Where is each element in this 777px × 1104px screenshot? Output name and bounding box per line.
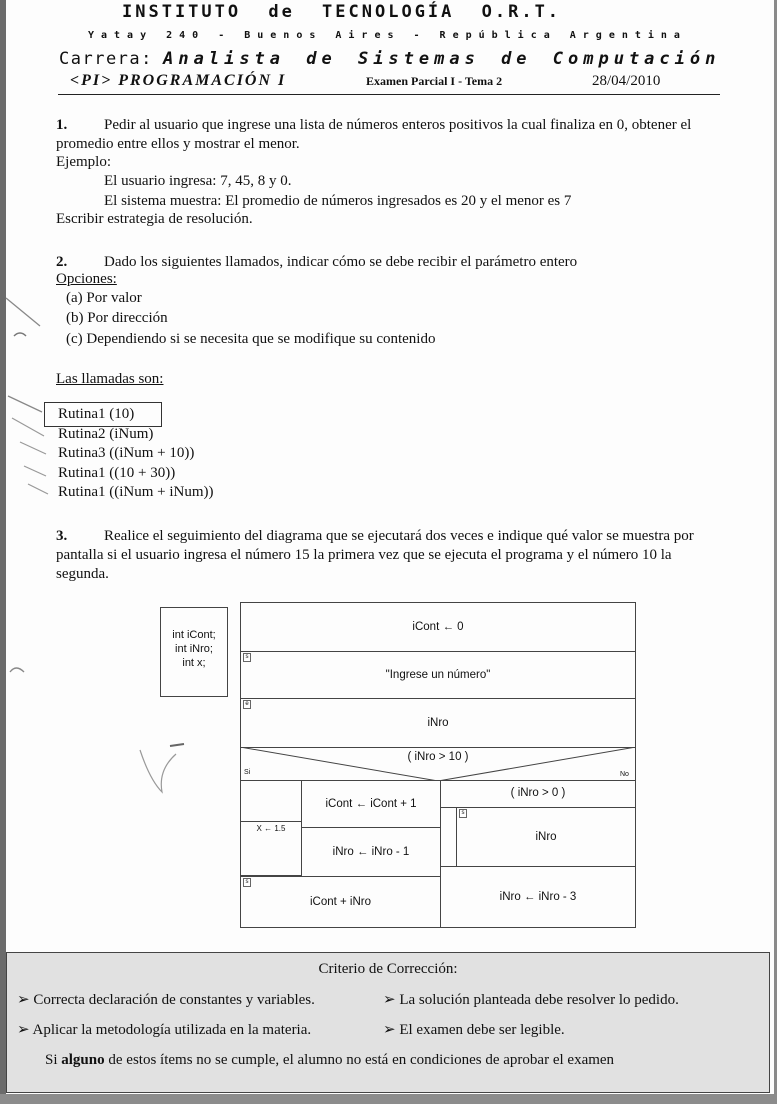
loop-bar	[440, 807, 457, 867]
x-assign: X ← 1.5	[256, 824, 286, 833]
declaration: int iCont;	[172, 629, 216, 641]
q2-call: Rutina2 (iNum)	[58, 425, 154, 442]
step-read: iNro	[240, 698, 636, 748]
step-decrement-3: iNro ← iNro - 3	[440, 866, 636, 928]
arrow-bullet-icon: ➢	[17, 992, 34, 1008]
q2-line	[56, 253, 577, 272]
arrow-bullet-icon: ➢	[383, 992, 400, 1008]
declaration: int iNro;	[175, 643, 213, 655]
address-line: Yatay 240 - Buenos Aires - República Argentina	[88, 30, 687, 41]
step-output-nro: iNro	[456, 807, 636, 867]
q1-example-output: El sistema muestra: El promedio de números ingresados es 20 y el menor es 7	[104, 193, 572, 209]
q1-strategy: Escribir estrategia de resolución.	[56, 211, 253, 227]
criteria-title: Criterio de Corrección:	[318, 961, 458, 977]
q3-number: 3.	[56, 528, 68, 544]
yes-label: Si	[244, 769, 251, 776]
input-tag: e	[243, 700, 251, 709]
q1-example-label: Ejemplo:	[56, 154, 111, 170]
scan-left-edge	[0, 0, 6, 1104]
q1-text: Pedir al usuario que ingrese una lista de números enteros positivos la cual finaliza en 0, obtener el	[104, 117, 692, 133]
exam-date: 28/04/2010	[592, 73, 661, 89]
q2-call: Rutina1 (10)	[58, 406, 135, 422]
criteria-item: ➢ Correcta declaración de constantes y variables.	[17, 992, 315, 1008]
career-value: Analista de Sistemas de Computación	[163, 49, 721, 69]
q2-option-a: (a) Por valor	[66, 290, 142, 306]
criteria-item: ➢ La solución planteada debe resolver lo pedido.	[383, 992, 679, 1008]
no-label: No	[620, 771, 629, 778]
q2-options-label: Opciones:	[56, 271, 117, 287]
step-init: iCont ← 0	[240, 602, 636, 652]
exam-title: Examen Parcial I - Tema 2	[366, 74, 503, 88]
output-tag: s	[243, 878, 251, 887]
declarations-box	[160, 607, 228, 697]
output-tag: s	[459, 809, 467, 818]
q2-option-b: (b) Por dirección	[66, 310, 168, 326]
q2-number: 2.	[56, 254, 68, 270]
q2-call: Rutina1 ((10 + 30))	[58, 464, 176, 481]
criteria-note: Si alguno de estos ítems no se cumple, el alumno no está en condiciones de aprobar el examen	[45, 1052, 615, 1068]
q2-option-c: (c) Dependiendo si se necesita que se modifique su contenido	[66, 331, 436, 347]
header-divider	[58, 94, 720, 95]
q2-text: Dado los siguientes llamados, indicar cómo se debe recibir el parámetro entero	[104, 254, 578, 270]
scan-bottom-edge	[0, 1094, 777, 1104]
condition2-box: ( iNro > 0 )	[440, 780, 636, 808]
subject-title: <PI> PROGRAMACIÓN I	[70, 72, 287, 89]
q2-calls-list	[58, 405, 214, 503]
criteria-box	[6, 952, 770, 1093]
institute-title: INSTITUTO de TECNOLOGÍA O.R.T.	[122, 2, 562, 22]
q1-example-input: El usuario ingresa: 7, 45, 8 y 0.	[104, 173, 292, 189]
step-decrement: iNro ← iNro - 1	[301, 827, 441, 877]
nassi-shneiderman-diagram	[240, 602, 636, 928]
q3-line2: pantalla si el usuario ingresa el número 15 la primera vez que se ejecuta el programa y el número 10 la	[56, 547, 672, 563]
career-label: Carrera:	[59, 49, 153, 69]
q1-line2: promedio entre ellos y mostrar el menor.	[56, 136, 300, 152]
subject-line	[70, 72, 720, 92]
pencil-marks	[0, 290, 60, 510]
condition1-text: ( iNro > 10 )	[407, 751, 469, 763]
q2-call: Rutina1 ((iNum + iNum))	[58, 484, 214, 500]
criteria-item: ➢ El examen debe ser legible.	[383, 1022, 565, 1038]
criteria-item: ➢ Aplicar la metodología utilizada en la materia.	[17, 1022, 312, 1038]
declaration: int x;	[182, 657, 206, 669]
q2-calls-label: Las llamadas son:	[56, 371, 164, 387]
x-assign-upper	[240, 780, 302, 822]
q1-line1	[56, 116, 691, 135]
q3-line3: segunda.	[56, 566, 109, 582]
q1-number: 1.	[56, 117, 68, 133]
arrow-bullet-icon: ➢	[383, 1022, 400, 1038]
q2-call: Rutina3 ((iNum + 10))	[58, 445, 195, 461]
q3-text: Realice el seguimiento del diagrama que se ejecutará dos veces e indique qué valor se muestra por	[104, 528, 694, 544]
step-output-sum: iCont + iNro	[240, 876, 441, 928]
arrow-bullet-icon: ➢	[17, 1022, 33, 1038]
step-prompt: "Ingrese un número"	[240, 651, 636, 699]
step-increment: iCont ← iCont + 1	[301, 780, 441, 828]
career-line	[59, 49, 720, 69]
output-tag: s	[243, 653, 251, 662]
q3-line1	[56, 527, 694, 546]
